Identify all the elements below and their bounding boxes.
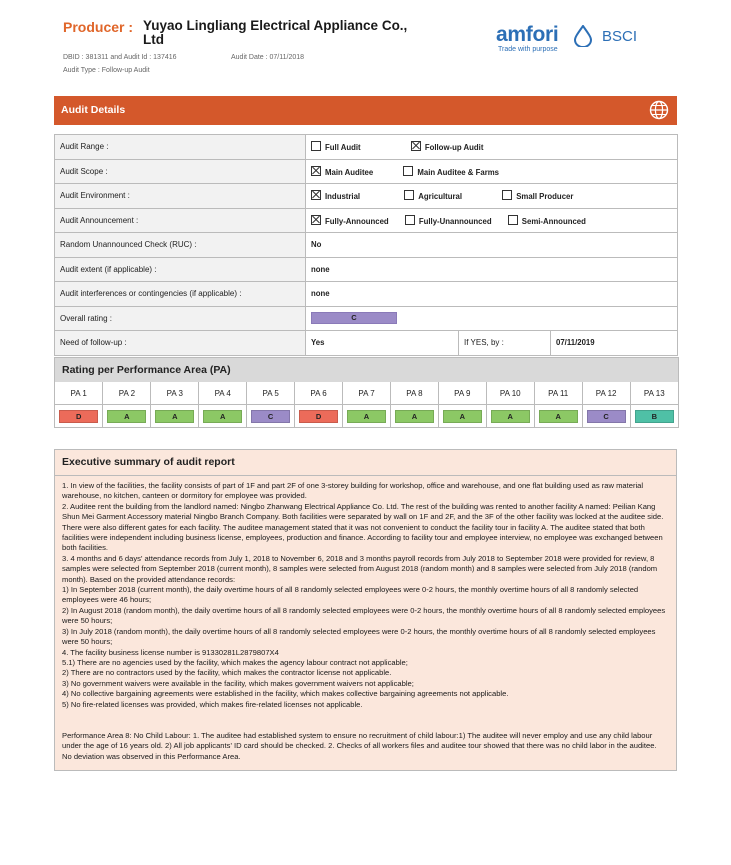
agricultural-option: Agricultural	[404, 190, 462, 201]
pa-grade-badge: A	[491, 410, 530, 423]
pa-label-cell: PA 11	[534, 382, 582, 405]
producer-name: Yuyao Lingliang Electrical Appliance Co., Ltd	[143, 18, 408, 47]
pa-grade-cell	[534, 405, 582, 428]
summary-paragraph: 4. The facility business license number is 91330281L2879807X4	[62, 647, 279, 657]
globe-icon	[649, 100, 669, 120]
if-yes-value: 07/11/2019	[551, 331, 678, 356]
audit-environment-row	[55, 184, 678, 209]
pa-label-cell: PA 9	[438, 382, 486, 405]
audit-scope-label: Audit Scope :	[55, 159, 306, 184]
pa-grade-badge: B	[635, 410, 674, 423]
producer-label: Producer :	[63, 19, 134, 35]
audit-environment-label: Audit Environment :	[55, 184, 306, 209]
pa-grade-badge: C	[251, 410, 290, 423]
small-producer-checkbox	[502, 190, 512, 200]
full-audit-checkbox	[311, 141, 321, 151]
overall-rating-label: Overall rating :	[55, 306, 306, 331]
audit-date: Audit Date : 07/11/2018	[231, 54, 305, 61]
pa-label-cell: PA 12	[582, 382, 630, 405]
audit-details-header	[54, 96, 677, 125]
pa-label-cell: PA 4	[199, 382, 247, 405]
summary-paragraph: 2) In August 2018 (random month), the daily overtime hours of all 8 randomly selected employees were 0-2 hours, the monthly overtime hours of all 8 randomly selected employees were 50 hours;	[62, 605, 666, 626]
summary-paragraph: 4) No collective bargaining agreements were established in the facility, which makes collective bargaining agreements not applicable.	[62, 689, 509, 699]
pa-label-cell: PA 10	[486, 382, 534, 405]
pa-grade-badge: D	[59, 410, 98, 423]
pa-label-cell: PA 3	[151, 382, 199, 405]
summary-paragraph: 1. In view of the facilities, the facility consists of part of 1F and part 2F of one 3-storey building for workshop, office and warehouse, and one flat building used as raw material warehouse, no kitchen, canteen or dormitory for employee was provided.	[62, 481, 644, 501]
audit-interferences-value: none	[306, 282, 678, 307]
pa-rating-section	[54, 357, 679, 428]
ruc-label: Random Unannounced Check (RUC) :	[55, 233, 306, 258]
pa-grade-cell	[199, 405, 247, 428]
drop-icon	[573, 25, 593, 47]
need-of-follow-up-value: Yes	[306, 331, 459, 356]
pa-label-cell: PA 6	[295, 382, 343, 405]
executive-summary-section	[54, 449, 677, 771]
amfori-bsci-logo	[496, 23, 646, 59]
main-auditee-farms-checkbox	[403, 166, 413, 176]
fully-announced-option: Fully-Announced	[311, 215, 389, 226]
pa-label-row	[55, 382, 678, 405]
executive-summary-text	[62, 481, 668, 762]
pa-label-cell: PA 13	[630, 382, 678, 405]
industrial-checkbox	[311, 190, 321, 200]
semi-announced-checkbox	[508, 215, 518, 225]
pa-label-cell: PA 1	[55, 382, 103, 405]
full-audit-option: Full Audit	[311, 141, 361, 152]
main-auditee-checkbox	[311, 166, 321, 176]
audit-announcement-row	[55, 208, 678, 233]
audit-range-label: Audit Range :	[55, 135, 306, 160]
semi-announced-option: Semi-Announced	[508, 215, 586, 226]
pa-grade-cell	[390, 405, 438, 428]
pa-grade-cell	[343, 405, 391, 428]
pa-label-cell: PA 7	[343, 382, 391, 405]
summary-paragraph: 3. 4 months and 6 days' attendance records from July 1, 2018 to November 6, 2018 and 3 months payroll records from July 2018 to September 2018 were provided for review, 8 samples were selected from September 2018 (current month), 8 samples were selected from August 2018 (random month) and 8 samples were selected from July 2018 (random month). Based on the provided attendance records:	[62, 553, 658, 584]
summary-paragraph: 5.1) There are no agencies used by the facility, which makes the agency labour contract not applicable;	[62, 657, 408, 667]
if-yes-label: If YES, by :	[459, 331, 551, 356]
follow-up-row	[55, 331, 678, 356]
ruc-value: No	[306, 233, 678, 258]
follow-up-audit-checkbox	[411, 141, 421, 151]
pa-rating-table	[55, 382, 678, 427]
audit-details-table	[54, 134, 678, 356]
audit-extent-row	[55, 257, 678, 282]
audit-scope-row	[55, 159, 678, 184]
main-auditee-farms-option: Main Auditee & Farms	[403, 166, 499, 177]
dbid-audit-id: DBID : 381311 and Audit Id : 137416	[63, 54, 177, 61]
pa-grade-badge: A	[203, 410, 242, 423]
agricultural-checkbox	[404, 190, 414, 200]
pa-grade-cell	[582, 405, 630, 428]
audit-type: Audit Type : Follow-up Audit	[63, 67, 150, 74]
logo-wordmark: amfori	[496, 23, 559, 46]
pa-label-cell: PA 5	[247, 382, 295, 405]
pa-grade-badge: A	[443, 410, 482, 423]
small-producer-option: Small Producer	[502, 190, 573, 201]
fully-unannounced-option: Fully-Unannounced	[405, 215, 492, 226]
pa-grade-badge: A	[347, 410, 386, 423]
summary-paragraph: 2. Auditee rent the building from the landlord named: Ningbo Zhanwang Electrical Appliance Co. Ltd. The rest of the building was rented to another facility A named: Peilian Kang Shun Mei Garment Accessory material Ningbo Branch Company. Both facilities were separated by wall on 1F and 2F, and the 3F of the other facility was locked at the auditee side. There were also different gates for each facility. The auditee management stated that it was not convenient to conduct the facility tour in facility A. The auditee stated that both facilities were independent including business license, employees, production and finance. According to facility tour and employee interview, no employee was exchanged between both facilities.	[62, 501, 664, 553]
pa-grade-badge: D	[299, 410, 338, 423]
pa8-summary-paragraph: Performance Area 8: No Child Labour: 1. The auditee had established system to ensure no recruitment of child labour:1) The auditee will never employ and use any child labour under the age of 16 years old. 2) All job applicants' ID card should be checked. 2. Checks of all workers files and auditee tour showed that there was no child labor in the auditee. No deviation was observed in this Performance Area.	[62, 730, 657, 761]
pa-grade-badge: A	[395, 410, 434, 423]
pa-grade-cell	[486, 405, 534, 428]
logo-tagline: Trade with purpose	[498, 46, 558, 53]
summary-paragraph: 3) In July 2018 (random month), the daily overtime hours of all 8 randomly selected employees were 0-2 hours, the monthly overtime hours of all 8 randomly selected employees were 50 hours;	[62, 626, 656, 647]
pa-grade-cell	[295, 405, 343, 428]
pa-grade-cell	[55, 405, 103, 428]
summary-paragraph: 2) There are no contractors used by the facility, which makes the contractor license not applicable.	[62, 668, 392, 678]
pa-rating-title: Rating per Performance Area (PA)	[55, 358, 678, 382]
audit-extent-value: none	[306, 257, 678, 282]
summary-paragraph: 1) In September 2018 (current month), the daily overtime hours of all 8 randomly selected employees were 0-2 hours, the monthly overtime hours of all 8 randomly selected employees were 46 hours;	[62, 585, 639, 605]
fully-unannounced-checkbox	[405, 215, 415, 225]
ruc-row	[55, 233, 678, 258]
pa-grade-badge: A	[539, 410, 578, 423]
audit-interferences-row	[55, 282, 678, 307]
need-of-follow-up-label: Need of follow-up :	[55, 331, 306, 356]
pa-grade-row	[55, 405, 678, 428]
pa-grade-badge: A	[155, 410, 194, 423]
follow-up-audit-option: Follow-up Audit	[411, 141, 484, 152]
audit-announcement-label: Audit Announcement :	[55, 208, 306, 233]
pa-grade-cell	[103, 405, 151, 428]
audit-range-row	[55, 135, 678, 160]
pa-label-cell: PA 2	[103, 382, 151, 405]
executive-summary-title: Executive summary of audit report	[62, 456, 235, 468]
pa-grade-cell	[247, 405, 295, 428]
logo-bsci: BSCI	[602, 28, 638, 45]
pa-grade-badge: C	[587, 410, 626, 423]
summary-paragraph: 5) No fire-related licenses was provided, which makes fire-related licenses not applicable.	[62, 699, 363, 709]
pa-label-cell: PA 8	[390, 382, 438, 405]
pa-grade-cell	[151, 405, 199, 428]
overall-rating-row	[55, 306, 678, 331]
main-auditee-option: Main Auditee	[311, 166, 373, 177]
overall-rating-badge: C	[311, 312, 397, 324]
pa-grade-badge: A	[107, 410, 146, 423]
audit-details-title: Audit Details	[61, 104, 126, 116]
pa-grade-cell	[630, 405, 678, 428]
fully-announced-checkbox	[311, 215, 321, 225]
audit-extent-label: Audit extent (if applicable) :	[55, 257, 306, 282]
audit-interferences-label: Audit interferences or contingencies (if applicable) :	[55, 282, 306, 307]
industrial-option: Industrial	[311, 190, 360, 201]
pa-grade-cell	[438, 405, 486, 428]
summary-paragraph: 3) No government waivers were available in the facility, which makes government waivers not applicable;	[62, 678, 414, 688]
